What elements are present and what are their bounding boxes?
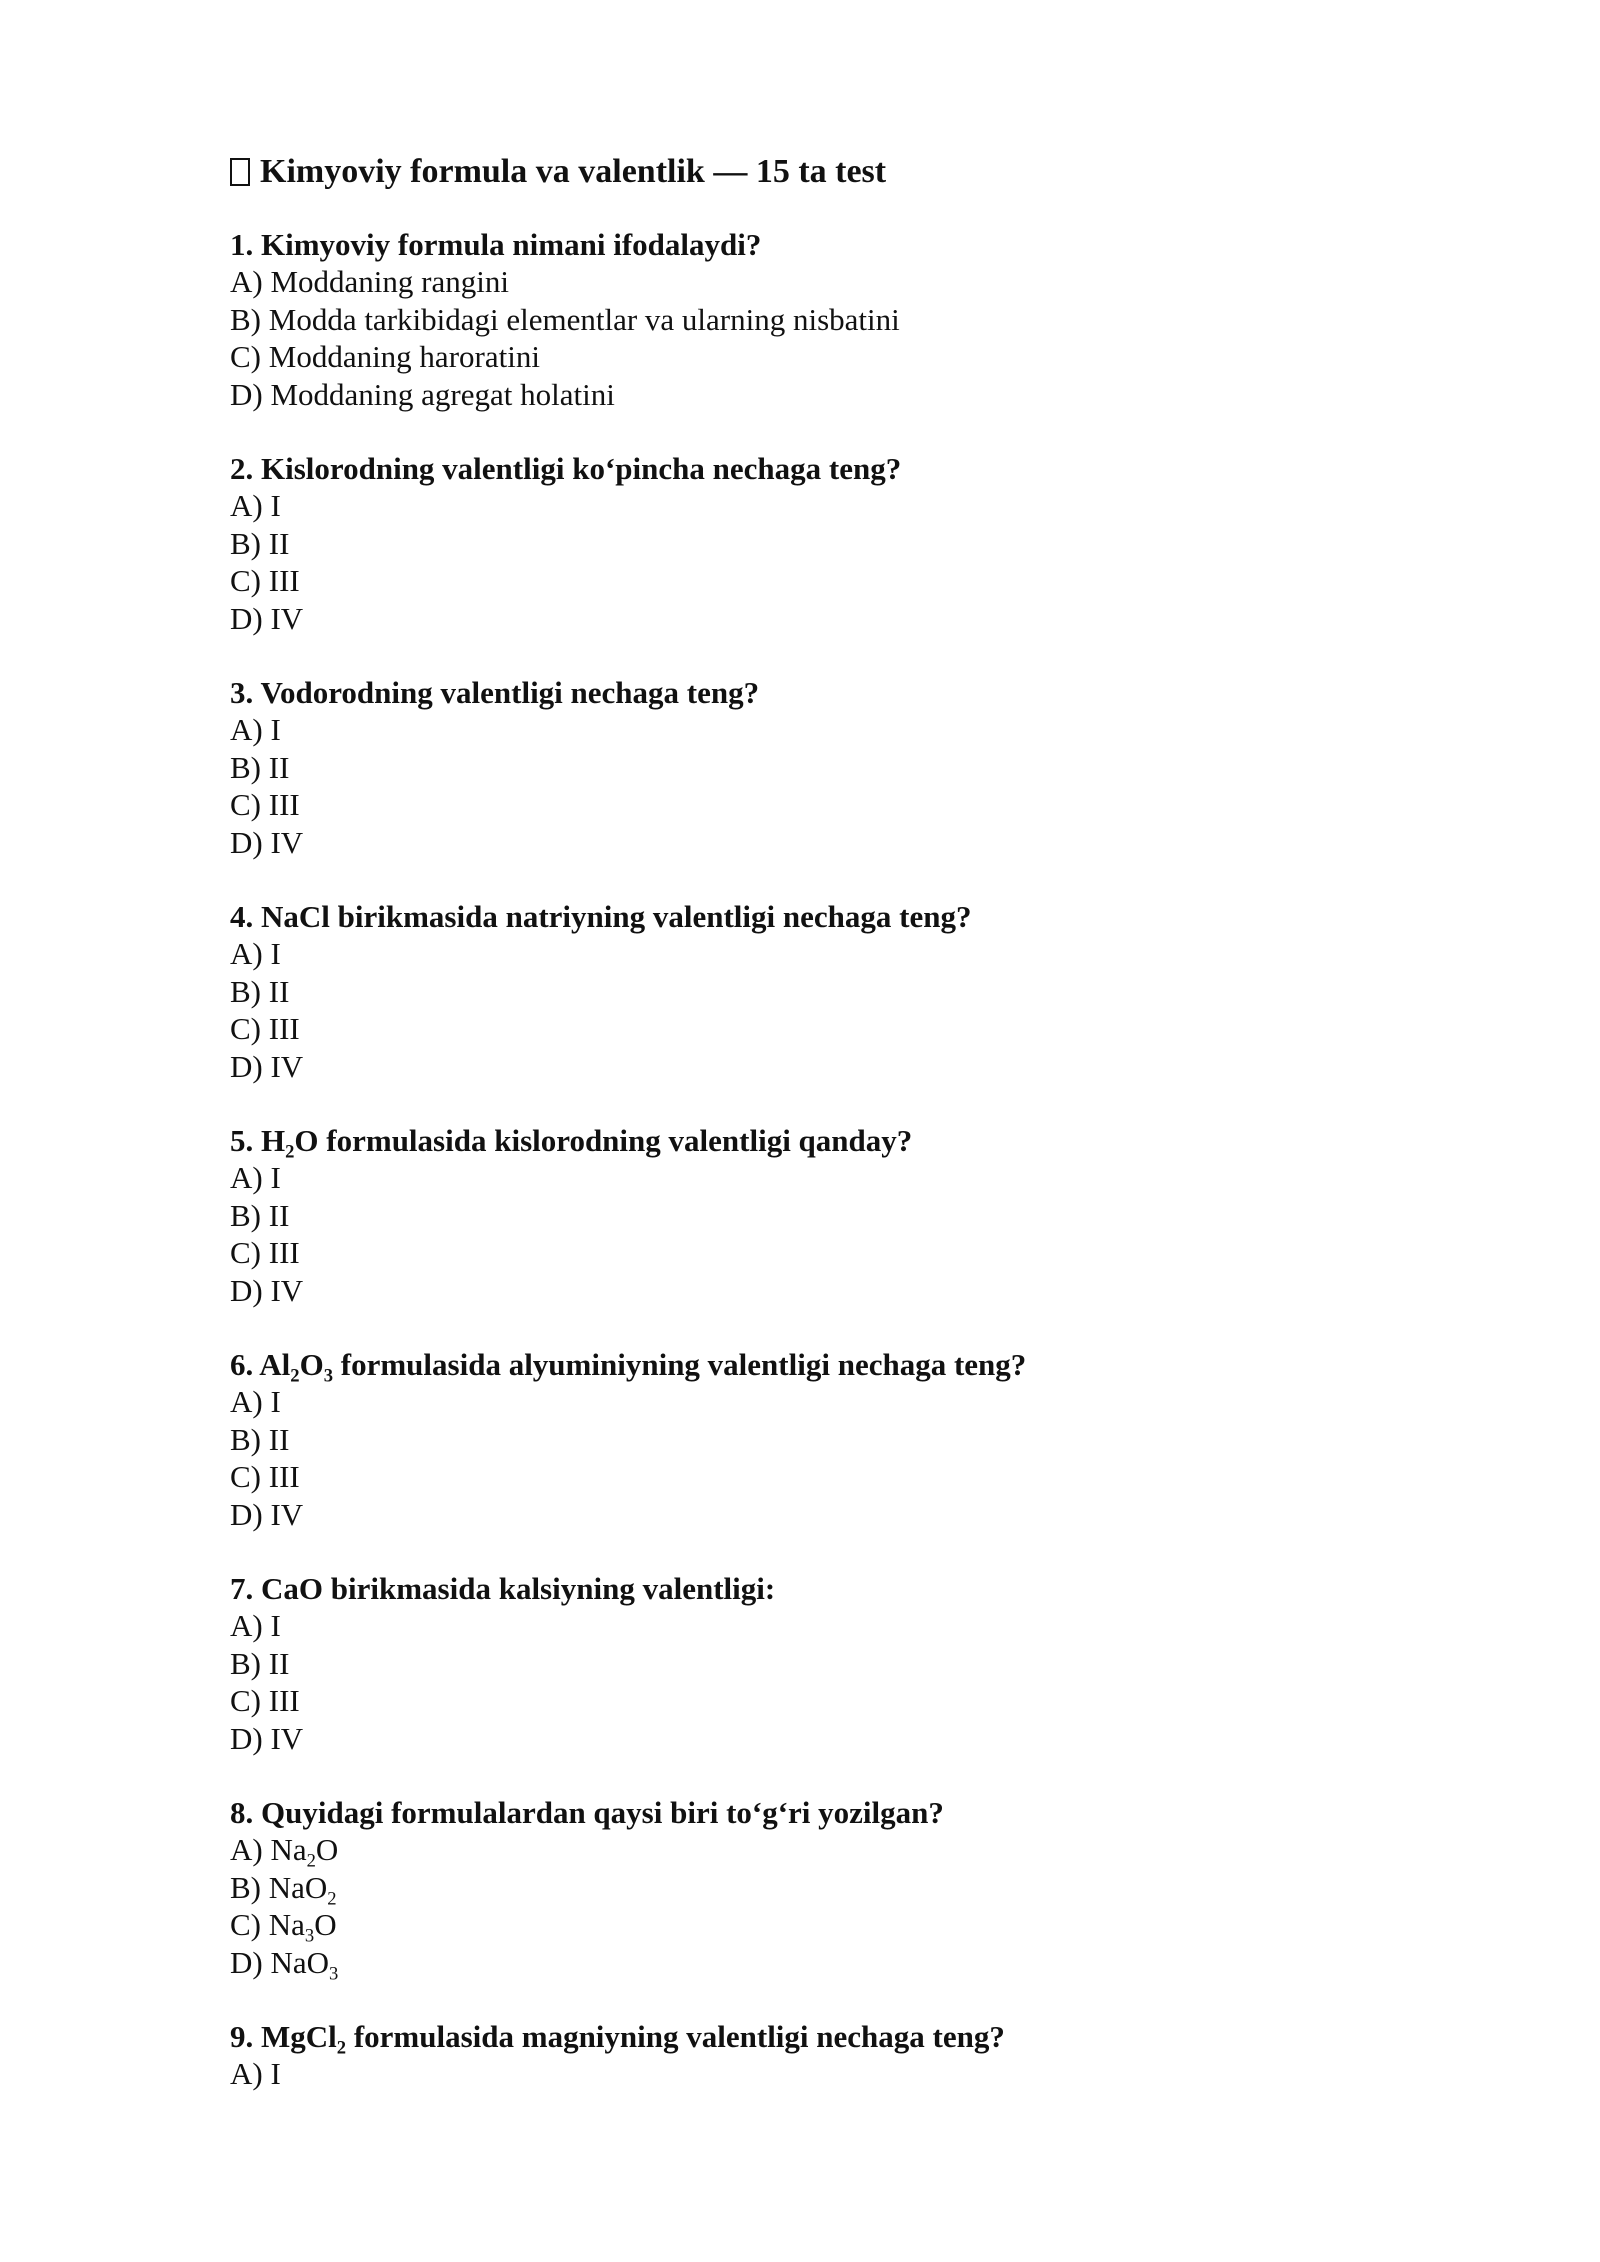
answer-option (230, 2055, 1430, 2093)
answer-option (230, 1944, 1430, 1982)
option-text-run: B) Modda tarkibidagi elementlar va ularning nisbatini (230, 301, 900, 337)
option-text-run: B) II (230, 973, 290, 1009)
option-text-run: C) Moddaning haroratini (230, 339, 540, 374)
option-text-run: A) I (230, 936, 281, 971)
answer-option (230, 263, 1430, 301)
question-text (230, 674, 1430, 711)
option-text-run: B) II (230, 1645, 290, 1681)
answer-option (230, 487, 1430, 525)
question-text (230, 1570, 1430, 1607)
answer-option (230, 562, 1430, 600)
option-text-run: D) IV (230, 1272, 304, 1308)
question-text-run: Al (259, 1347, 291, 1382)
answer-option (230, 1869, 1430, 1907)
answer-option (230, 1159, 1430, 1197)
option-text-run: A) I (230, 712, 281, 747)
option-text-run: C) III (230, 1459, 300, 1494)
option-text-run: B) NaO (230, 1869, 328, 1905)
option-text-run: A) Moddaning rangini (230, 264, 509, 299)
question-subscript: 3 (323, 1365, 334, 1387)
page-title (230, 150, 1430, 194)
answer-option (230, 1496, 1430, 1534)
option-text-run: O (315, 1832, 339, 1867)
question-subscript: 2 (336, 2037, 347, 2059)
option-text-run: D) IV (230, 1048, 304, 1084)
question-number: 6. (230, 1347, 260, 1382)
option-subscript: 2 (327, 1888, 337, 1909)
answer-option (230, 1645, 1430, 1683)
option-subscript: 3 (304, 1925, 315, 1947)
question-text-run: Kislorodning valentligi ko‘pincha nechaga teng? (261, 451, 902, 486)
question-3 (230, 674, 1430, 861)
question-text-run: MgCl (261, 2019, 337, 2054)
question-text-run: formulasida alyuminiyning valentligi nechaga teng? (333, 1347, 1027, 1382)
option-text-run: C) III (230, 1235, 300, 1270)
question-9 (230, 2018, 1430, 2093)
question-text (230, 2018, 1430, 2059)
answer-option (230, 301, 1430, 339)
option-text-run: D) Moddaning agregat holatini (230, 376, 615, 412)
answer-option (230, 935, 1430, 973)
question-6 (230, 1346, 1430, 1533)
option-subscript: 3 (329, 1963, 339, 1984)
document-page (230, 150, 1430, 2130)
option-text-run: B) II (230, 1421, 290, 1457)
page-title-text: Kimyoviy formula va valentlik — 15 ta test (260, 153, 887, 190)
question-text-run: H (261, 1123, 286, 1158)
option-text-run: B) II (230, 525, 290, 561)
question-text-run: formulasida magniyning valentligi nechaga teng? (346, 2019, 1005, 2054)
question-number: 3. (230, 675, 261, 710)
answer-option (230, 1234, 1430, 1272)
answer-option (230, 1383, 1430, 1421)
question-subscript: 2 (290, 1365, 300, 1387)
answer-option (230, 1197, 1430, 1235)
option-text-run: D) IV (230, 600, 304, 636)
option-text-run: C) III (230, 1683, 300, 1718)
answer-option (230, 1272, 1430, 1310)
question-text (230, 1346, 1430, 1387)
option-text-run: B) II (230, 749, 290, 785)
question-text-run: O formulasida kislorodning valentligi qanday? (294, 1123, 913, 1158)
option-text-run: B) II (230, 1197, 290, 1233)
question-2 (230, 450, 1430, 637)
question-text (230, 898, 1430, 935)
answer-option (230, 1682, 1430, 1720)
question-text-run: Quyidagi formulalardan qaysi biri to‘g‘ri yozilgan? (261, 1795, 944, 1830)
answer-option (230, 525, 1430, 563)
answer-option (230, 786, 1430, 824)
answer-option (230, 824, 1430, 862)
question-text-run: NaCl birikmasida natriyning valentligi nechaga teng? (261, 899, 972, 934)
question-number: 5. (230, 1123, 261, 1158)
option-text-run: D) IV (230, 1496, 304, 1532)
answer-option (230, 376, 1430, 414)
question-4 (230, 898, 1430, 1085)
question-8 (230, 1794, 1430, 1984)
answer-option (230, 1720, 1430, 1758)
option-text-run: A) I (230, 1384, 281, 1419)
question-text (230, 1794, 1430, 1831)
document-icon (230, 158, 250, 186)
answer-option (230, 1010, 1430, 1048)
answer-option (230, 1831, 1430, 1872)
question-text-run: O (299, 1347, 324, 1382)
question-text (230, 226, 1430, 263)
option-text-run: C) III (230, 787, 300, 822)
answer-option (230, 1421, 1430, 1459)
answer-option (230, 711, 1430, 749)
answer-option (230, 338, 1430, 376)
option-text-run: C) III (230, 1011, 300, 1046)
question-number: 9. (230, 2019, 261, 2054)
question-number: 4. (230, 899, 261, 934)
option-text-run: C) III (230, 563, 300, 598)
question-number: 2. (230, 451, 261, 486)
question-number: 8. (230, 1795, 261, 1830)
answer-option (230, 600, 1430, 638)
option-text-run: A) Na (230, 1832, 307, 1867)
option-text-run: O (314, 1907, 337, 1942)
question-number: 1. (230, 227, 261, 262)
option-text-run: A) I (230, 488, 281, 523)
answer-option (230, 1048, 1430, 1086)
question-text (230, 450, 1430, 487)
question-text (230, 1122, 1430, 1163)
answer-option (230, 1906, 1430, 1947)
answer-option (230, 1458, 1430, 1496)
option-text-run: D) IV (230, 824, 304, 860)
option-text-run: C) Na (230, 1907, 305, 1942)
answer-option (230, 749, 1430, 787)
question-5 (230, 1122, 1430, 1309)
question-text-run: Vodorodning valentligi nechaga teng? (260, 675, 760, 710)
answer-option (230, 973, 1430, 1011)
question-1 (230, 226, 1430, 413)
question-list (230, 226, 1430, 2093)
option-text-run: A) I (230, 1160, 281, 1195)
question-7 (230, 1570, 1430, 1757)
answer-option (230, 1607, 1430, 1645)
option-subscript: 2 (306, 1850, 316, 1872)
question-subscript: 2 (285, 1141, 295, 1163)
option-text-run: A) I (230, 2056, 281, 2091)
option-text-run: A) I (230, 1608, 281, 1643)
question-number: 7. (230, 1571, 261, 1606)
option-text-run: D) IV (230, 1720, 304, 1756)
option-text-run: D) NaO (230, 1944, 329, 1980)
question-text-run: CaO birikmasida kalsiyning valentligi: (261, 1571, 776, 1606)
question-text-run: Kimyoviy formula nimani ifodalaydi? (261, 227, 762, 262)
